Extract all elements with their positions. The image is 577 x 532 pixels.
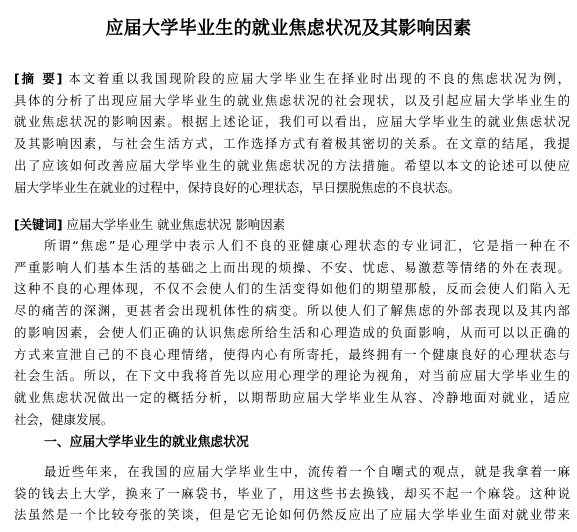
section1-line: 袋的钱去上大学，换来了一麻袋书，毕业了，用这些书去换钱，却买不起一个麻袋。这种说 xyxy=(14,485,570,501)
section-heading: 一、应届大学毕业生的就业焦虑状况 xyxy=(44,435,249,450)
abstract-line: 届大学毕业生在就业的过程中，保持良好的心理状态，早日摆脱焦虑的不良状态。 xyxy=(14,179,461,195)
document-title: 应届大学毕业生的就业焦虑状况及其影响因素 xyxy=(105,18,472,39)
keywords-text: 应届大学毕业生 就业焦虑状况 影响因素 xyxy=(66,217,285,232)
intro-line: 尽的痛苦的深渊，更甚者会出现机体性的病变。所以使人们了解焦虑的外部表现以及其内部 xyxy=(14,303,570,319)
intro-line: 所谓“焦虑”是心理学中表示人们不良的亚健康心理状态的专业词汇，它是指一种在不 xyxy=(44,238,570,253)
intro-line: 就业焦虑状况做出一定的概括分析，以期帮助应届大学毕业生从容、冷静地面对就业，适应 xyxy=(14,389,570,405)
intro-line: 的影响因素，会使人们正确的认识焦虑所给生活和心理造成的负面影响，从而可以以正确的 xyxy=(14,324,570,340)
intro-paragraph xyxy=(14,235,570,430)
intro-line: 社会，健康发展。 xyxy=(14,411,114,427)
abstract-paragraph xyxy=(14,68,570,198)
section1-line: 法虽然是一个比较夸张的笑谈，但是它无论如何仍然反应出了应届大学毕业生面对就业带来 xyxy=(14,507,570,523)
intro-line: 这种不良的心理体现，不仅不会使人们的生活变得如他们的期望那般，反而会使人们陷入无 xyxy=(14,281,570,297)
intro-line: 社会生活。所以，在下文中我将首先以应用心理学的理论为视角，对当前应届大学毕业生的 xyxy=(14,368,570,384)
abstract-line: [摘 要] 本文着重以我国现阶段的应届大学毕业生在择业时出现的不良的焦虑状况为例， xyxy=(14,71,570,86)
abstract-line: 具体的分析了出现应届大学毕业生的就业焦虑状况的社会现状，以及引起应届大学毕业生的 xyxy=(14,92,570,108)
abstract-line: 出了应该如何改善应届大学毕业生的就业焦虑状况的方法措施。希望以本文的论述可以使应 xyxy=(14,157,570,173)
intro-line: 严重影响人们基本生活的基础之上而出现的烦操、不安、忧虑、易激惹等情绪的外在表现。 xyxy=(14,259,570,275)
abstract-line: 就业焦虑状况的影响因素。根据上述论证，我们可以看出，应届大学毕业生的就业焦虑状况 xyxy=(14,114,570,130)
keywords-paragraph xyxy=(14,214,570,236)
abstract-line: 及其影响因素，与社会生活方式，工作选择方式有着极其密切的关系。在文章的结尾，我提 xyxy=(14,136,570,152)
section1-paragraph xyxy=(14,461,570,526)
keywords-line xyxy=(14,214,570,236)
section1-line: 最近些年来，在我国的应届大学毕业生中，流传着一个自嘲式的观点，就是我拿着一麻 xyxy=(44,464,570,479)
intro-line: 方式来宣泄自己的不良心理情绪，使得内心有所寄托，最终拥有一个健康良好的心理状态与 xyxy=(14,346,570,362)
keywords-label: [关键词] xyxy=(14,217,63,232)
abstract-label: [摘 要] xyxy=(14,71,63,86)
